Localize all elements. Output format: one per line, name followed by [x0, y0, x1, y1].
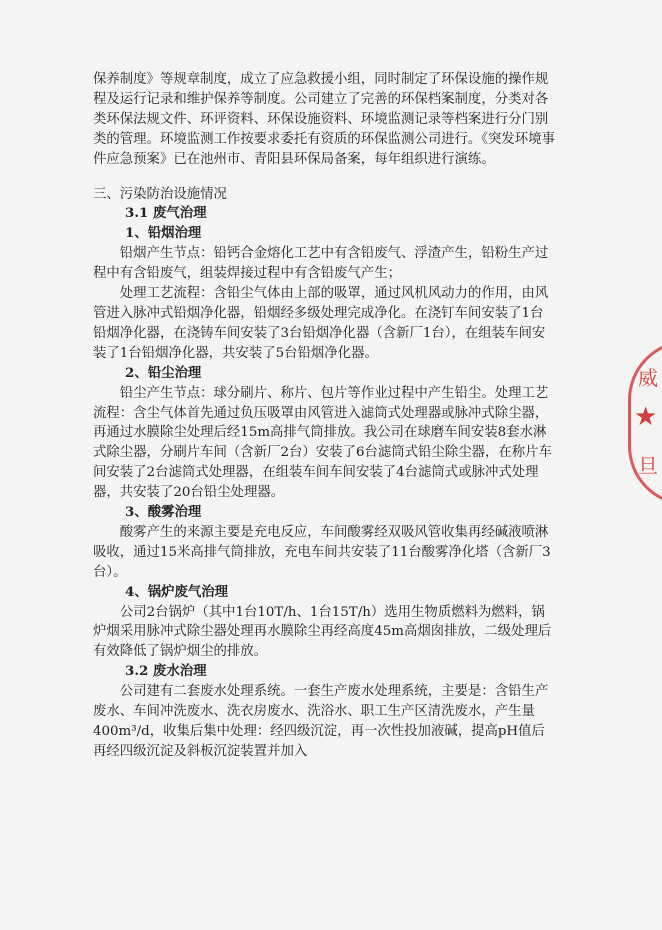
- section-3-heading: 三、污染防治设施情况: [93, 186, 227, 202]
- section-3-2-heading: 3.2 废水治理: [125, 663, 207, 680]
- seal-star-icon: ★: [634, 402, 658, 432]
- document-body: [93, 70, 555, 762]
- lead-dust-paragraph: 铅尘产生节点：球分刷片、称片、包片等作业过程中产生铅尘。处理工艺流程：含尘气体首先通过负压吸罩由风管进入滤筒式处理器或脉冲式除尘器，再通过水膜除尘处理后经15m高排气筒排放。我公司在球磨车间安装8套水淋式除尘器，分刷片车间（含新厂2台）安装了6台滤筒式铅尘除尘器，在称片车间安装了2台滤筒式处理器，在组装车间车间安装了4台滤筒式或脉冲式处理器，共安装了20台铅尘处理器。: [93, 385, 552, 501]
- lead-dust-heading: 2、铅尘治理: [125, 364, 202, 381]
- lead-fume-heading: 1、铅烟治理: [125, 225, 202, 242]
- acid-mist-heading: 3、酸雾治理: [125, 504, 202, 521]
- red-seal-stamp: [628, 340, 662, 500]
- section-3-1-heading: 3.1 废气治理: [125, 205, 207, 222]
- intro-paragraph: 保养制度》等规章制度，成立了应急救援小组，同时制定了环保设施的操作规程及运行记录和维护保养等制度。公司建立了完善的环保档案制度，分类对各类环保法规文件、环评资料、环保设施资料、环境监测记录等档案进行分门别类的管理。环境监测工作按要求委托有资质的环保监测公司进行。《突发环境事件应急预案》已在池州市、青阳县环保局备案，每年组织进行演练。: [93, 72, 555, 167]
- acid-mist-paragraph: 酸雾产生的来源主要是充电反应，车间酸雾经双吸风管收集再经碱液喷淋吸收，通过15米高排气筒排放，充电车间共安装了11台酸雾净化塔（含新厂3台）。: [93, 524, 551, 580]
- seal-char-2: 旦: [638, 454, 658, 478]
- seal-char-1: 威: [638, 366, 658, 390]
- boiler-gas-heading: 4、锅炉废气治理: [125, 583, 229, 600]
- wastewater-paragraph: 公司建有二套废水处理系统。一套生产废水处理系统，主要是：含铅生产废水、车间冲洗废水、洗衣房废水、洗浴水、职工生产区清洗废水，产生量400m³/d，收集后集中处理：经四级沉淀，再一次性投加液碱，提高pH值后再经四级沉淀及斜板沉淀装置并加入: [93, 684, 549, 759]
- lead-fume-source-paragraph: 铅烟产生节点：铅钙合金熔化工艺中有含铅废气、浮渣产生，铅粉生产过程中有含铅废气，组装焊接过程中有含铅废气产生；: [93, 246, 549, 282]
- boiler-gas-paragraph: 公司2台锅炉（其中1台10T/h、1台15T/h）选用生物质燃料为燃料，锅炉烟采用脉冲式除尘器处理再水膜除尘再经高度45m高烟囱排放，二级处理后有效降低了锅炉烟尘的排放。: [93, 604, 552, 660]
- lead-fume-process-paragraph: 处理工艺流程：含铅尘气体由上部的吸罩，通过风机风动力的作用，由风管进入脉冲式铅烟净化器，铅烟经多级处理完成净化。在浇钉车间安装了1台铅烟净化器，在浇铸车间安装了3台铅烟净化器（含新厂1台），在组装车间安装了1台铅烟净化器，共安装了5台铅烟净化器。: [93, 286, 549, 361]
